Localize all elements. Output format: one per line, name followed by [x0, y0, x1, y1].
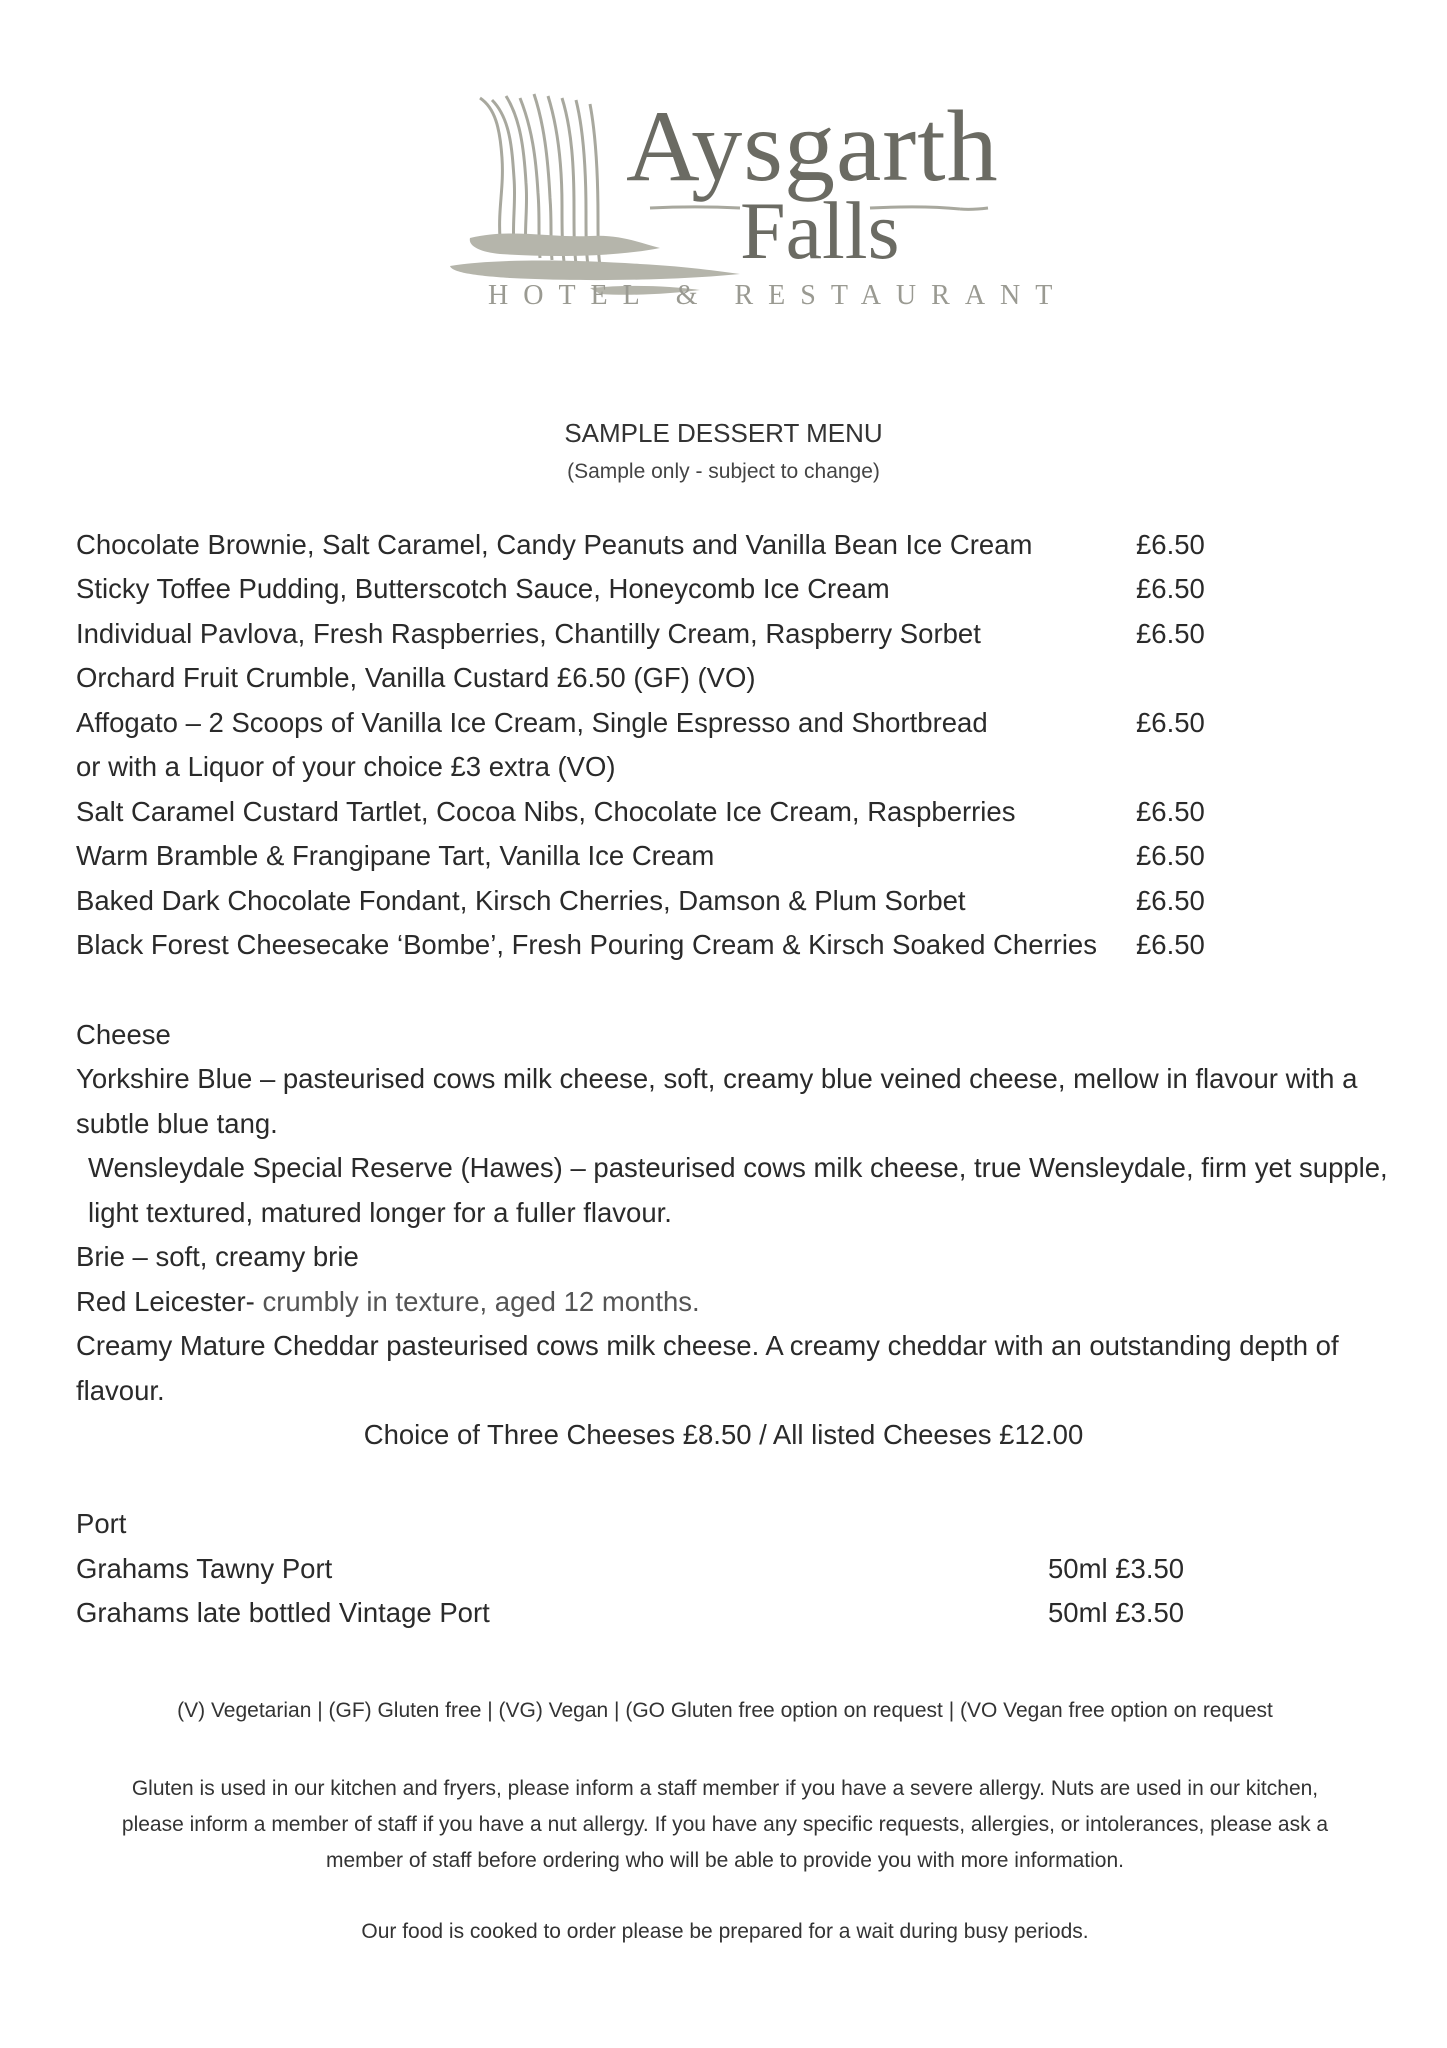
- dessert-price: £6.50: [1136, 529, 1205, 560]
- allergy-line: please inform a member of staff if you have a nut allergy. If you have any specific requests, allergies, or intolerances, please ask a: [121, 1813, 1329, 1836]
- dessert-price: £6.50: [1136, 885, 1205, 916]
- cheese-heading: Cheese: [76, 1019, 171, 1050]
- dessert-item: Individual Pavlova, Fresh Raspberries, Chantilly Cream, Raspberry Sorbet: [76, 618, 981, 649]
- dessert-price: £6.50: [1136, 707, 1205, 738]
- cheese-description: crumbly in texture, aged 12 months.: [254, 1286, 700, 1317]
- logo-name-line1: Aysgarth: [626, 90, 999, 203]
- cheese-line: Yorkshire Blue – pasteurised cows milk cheese, soft, creamy blue veined cheese, mellow in flavour with a: [76, 1063, 1358, 1094]
- cheese-pricing: Choice of Three Cheeses £8.50 / All listed Cheeses £12.00: [363, 1419, 1084, 1450]
- dessert-price: £6.50: [1136, 573, 1205, 604]
- logo-name-line2: Falls: [740, 185, 900, 276]
- menu-subtitle: (Sample only - subject to change): [567, 460, 880, 483]
- dessert-item: Orchard Fruit Crumble, Vanilla Custard £6.50 (GF) (VO): [76, 662, 756, 693]
- cheese-line: Wensleydale Special Reserve (Hawes) – pasteurised cows milk cheese, true Wensleydale, firm yet supple,: [88, 1152, 1388, 1183]
- cheese-line: flavour.: [76, 1375, 165, 1406]
- port-price: 50ml £3.50: [1048, 1597, 1185, 1628]
- allergy-line: member of staff before ordering who will be able to provide you with more information.: [325, 1849, 1124, 1872]
- dietary-key: (V) Vegetarian | (GF) Gluten free | (VG) Vegan | (GO Gluten free option on request | (VO Vegan free option on request: [177, 1699, 1273, 1722]
- cheese-line-red-leicester: [76, 1285, 700, 1319]
- dessert-price: £6.50: [1136, 618, 1205, 649]
- dessert-item: Chocolate Brownie, Salt Caramel, Candy Peanuts and Vanilla Bean Ice Cream: [76, 529, 1033, 560]
- cheese-line: subtle blue tang.: [76, 1108, 278, 1139]
- dessert-price: £6.50: [1136, 840, 1205, 871]
- port-heading: Port: [76, 1508, 127, 1539]
- menu-title: SAMPLE DESSERT MENU: [564, 418, 883, 448]
- dessert-item: or with a Liquor of your choice £3 extra (VO): [76, 751, 616, 782]
- cheese-name: Red Leicester-: [76, 1286, 255, 1317]
- dessert-item: Warm Bramble & Frangipane Tart, Vanilla Ice Cream: [76, 840, 715, 871]
- dessert-price: £6.50: [1136, 796, 1205, 827]
- dessert-item: Sticky Toffee Pudding, Butterscotch Sauce, Honeycomb Ice Cream: [76, 573, 890, 604]
- dessert-item: Salt Caramel Custard Tartlet, Cocoa Nibs, Chocolate Ice Cream, Raspberries: [76, 796, 1016, 827]
- dessert-price: £6.50: [1136, 929, 1205, 960]
- hotel-logo: [440, 88, 1068, 318]
- dessert-item: Affogato – 2 Scoops of Vanilla Ice Cream, Single Espresso and Shortbread: [76, 707, 988, 738]
- port-price: 50ml £3.50: [1048, 1553, 1185, 1584]
- dessert-item: Black Forest Cheesecake ‘Bombe’, Fresh Pouring Cream & Kirsch Soaked Cherries: [76, 929, 1097, 960]
- logo-subtitle: HOTEL & RESTAURANT: [488, 280, 1068, 311]
- cheese-line: Brie – soft, creamy brie: [76, 1241, 359, 1272]
- cheese-line: Creamy Mature Cheddar pasteurised cows milk cheese. A creamy cheddar with an outstanding depth of: [76, 1330, 1339, 1361]
- allergy-line: Gluten is used in our kitchen and fryers, please inform a staff member if you have a severe allergy. Nuts are used in our kitchen,: [131, 1777, 1319, 1800]
- port-item: Grahams late bottled Vintage Port: [76, 1597, 490, 1628]
- port-item: Grahams Tawny Port: [76, 1553, 333, 1584]
- wait-note: Our food is cooked to order please be prepared for a wait during busy periods.: [361, 1920, 1089, 1943]
- dessert-item: Baked Dark Chocolate Fondant, Kirsch Cherries, Damson & Plum Sorbet: [76, 885, 966, 916]
- cheese-line: light textured, matured longer for a fuller flavour.: [88, 1197, 672, 1228]
